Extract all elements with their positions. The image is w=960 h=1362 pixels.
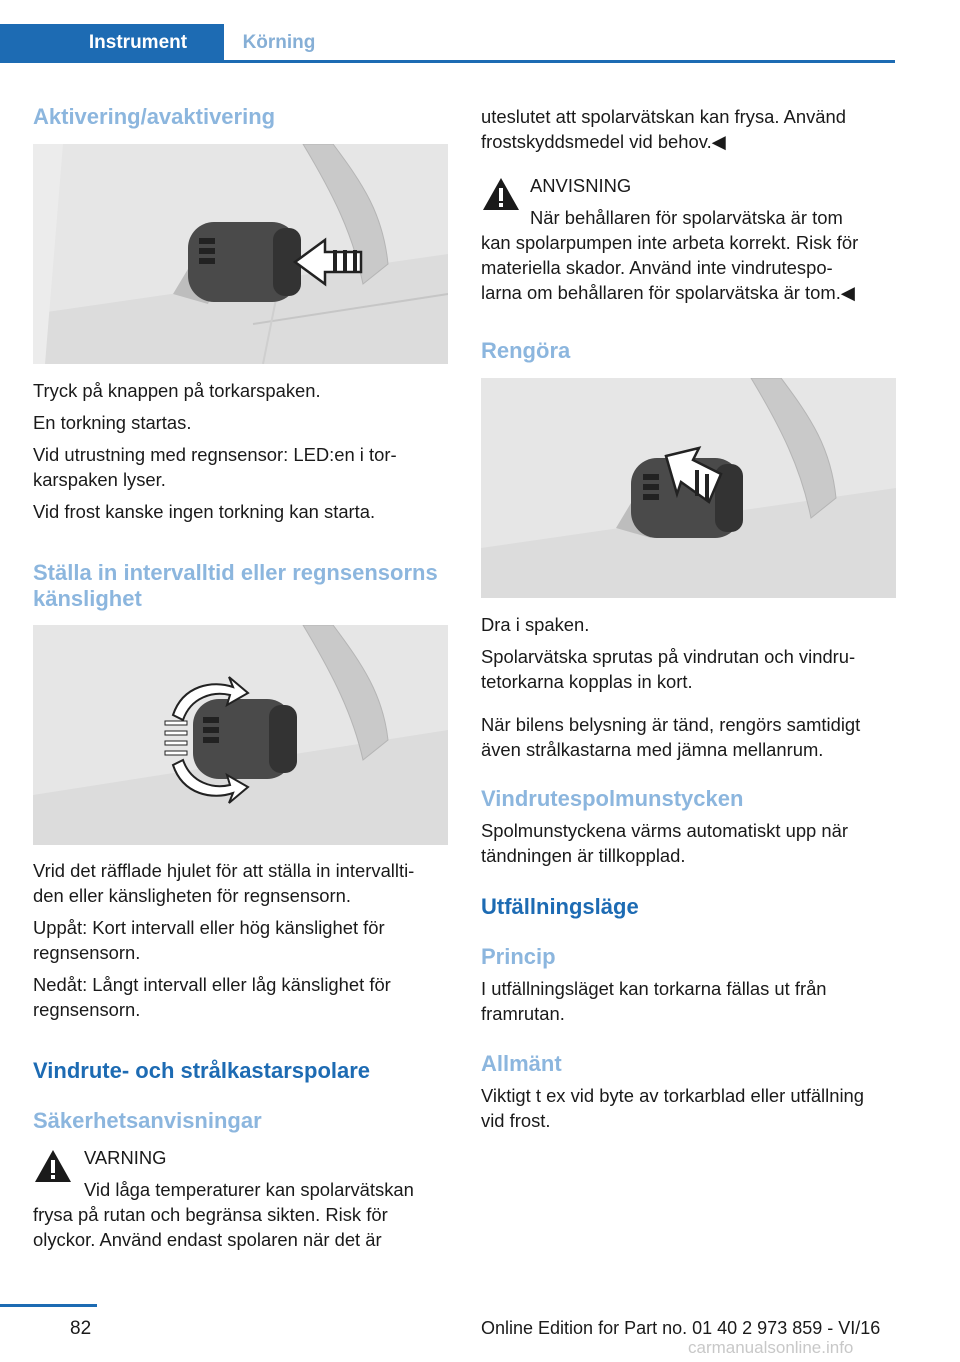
heading-general: Allmänt <box>481 1051 562 1076</box>
text-down-a: Nedåt: Långt intervall eller låg känslighet för <box>33 974 391 995</box>
text-rain-sensor-a: Vid utrustning med regnsensor: LED:en i tor‐ <box>33 444 397 465</box>
wiper-button-illustration <box>33 144 448 364</box>
text-knurled-b: den eller känsligheten för regnsensorn. <box>33 885 351 906</box>
warning-line-1: Vid låga temperaturer kan spolarvätskan <box>84 1179 414 1200</box>
notice-line-2: kan spolarpumpen inte arbeta korrekt. Risk för <box>481 232 859 253</box>
text-nozzles-a: Spolmunstyckena värms automatiskt upp när <box>481 820 848 841</box>
text-principle-b: framrutan. <box>481 1003 565 1024</box>
heading-clean: Rengöra <box>481 338 571 363</box>
notice-line-1: När behållaren för spolarvätska är tom <box>530 207 843 228</box>
text-press-button: Tryck på knappen på torkarspaken. <box>33 380 321 401</box>
heading-nozzles: Vindrutespolmunstycken <box>481 786 744 811</box>
heading-foldout: Utfällningsläge <box>481 894 639 919</box>
header-bar <box>0 0 895 64</box>
notice-triangle-icon <box>481 176 521 212</box>
heading-activation: Aktivering/avaktivering <box>33 104 276 129</box>
tab-korning[interactable]: Körning <box>242 32 316 53</box>
text-pull-lever: Dra i spaken. <box>481 614 590 635</box>
notice-line-3: materiella skador. Använd inte vindrutespo‐ <box>481 257 833 278</box>
footer-rule <box>0 1304 97 1307</box>
figure-wiper-button <box>33 144 448 364</box>
heading-principle: Princip <box>481 944 556 969</box>
pull-lever-illustration <box>481 378 896 598</box>
warning-cont-1: uteslutet att spolarvätskan kan frysa. Använd <box>481 106 846 127</box>
text-down-b: regnsensorn. <box>33 999 141 1020</box>
text-frost: Vid frost kanske ingen torkning kan starta. <box>33 501 376 522</box>
warning-line-2: frysa på rutan och begränsa sikten. Risk för <box>33 1204 388 1225</box>
figure-knurled-wheel <box>33 625 448 845</box>
warning-triangle-icon <box>33 1148 73 1184</box>
notice-line-4: larna om behållaren för spolarvätska är tom.◀ <box>481 282 855 303</box>
text-up-b: regnsensorn. <box>33 942 141 963</box>
text-general-a: Viktigt t ex vid byte av torkarblad eller utfällning <box>481 1085 864 1106</box>
header-rule <box>0 60 895 63</box>
edition-text: Online Edition for Part no. 01 40 2 973 859 - VI/16 <box>481 1318 881 1338</box>
text-headlights-a: När bilens belysning är tänd, rengörs samtidigt <box>481 714 861 735</box>
text-rain-sensor-b: karspaken lyser. <box>33 469 166 490</box>
text-principle-a: I utfällningsläget kan torkarna fällas ut från <box>481 978 827 999</box>
text-spray-b: tetorkarna kopplas in kort. <box>481 671 693 692</box>
text-up-a: Uppåt: Kort intervall eller hög känslighet för <box>33 917 385 938</box>
heading-interval-a: Ställa in intervalltid eller regnsensorns <box>33 560 438 585</box>
heading-washer-system: Vindrute- och strålkastarspolare <box>33 1058 371 1083</box>
text-knurled-a: Vrid det räfflade hjulet för att ställa in intervallti‐ <box>33 860 415 881</box>
text-spray-a: Spolarvätska sprutas på vindrutan och vindru‐ <box>481 646 856 667</box>
heading-interval-b: känslighet <box>33 586 142 611</box>
warning-title: VARNING <box>84 1147 167 1168</box>
notice-title: ANVISNING <box>530 175 632 196</box>
figure-pull-lever <box>481 378 896 598</box>
warning-line-3: olyckor. Använd endast spolaren när det är <box>33 1229 382 1250</box>
text-wipe-starts: En torkning startas. <box>33 412 192 433</box>
page-number: 82 <box>70 1318 92 1339</box>
watermark: carmanualsonline.info <box>688 1338 854 1357</box>
knurled-wheel-illustration <box>33 625 448 845</box>
tab-instrument[interactable]: Instrument <box>0 24 224 62</box>
text-nozzles-b: tändningen är tillkopplad. <box>481 845 686 866</box>
text-headlights-b: även strålkastarna med jämna mellanrum. <box>481 739 824 760</box>
heading-safety: Säkerhetsanvisningar <box>33 1108 262 1133</box>
text-general-b: vid frost. <box>481 1110 551 1131</box>
warning-cont-2: frostskyddsmedel vid behov.◀ <box>481 131 726 152</box>
